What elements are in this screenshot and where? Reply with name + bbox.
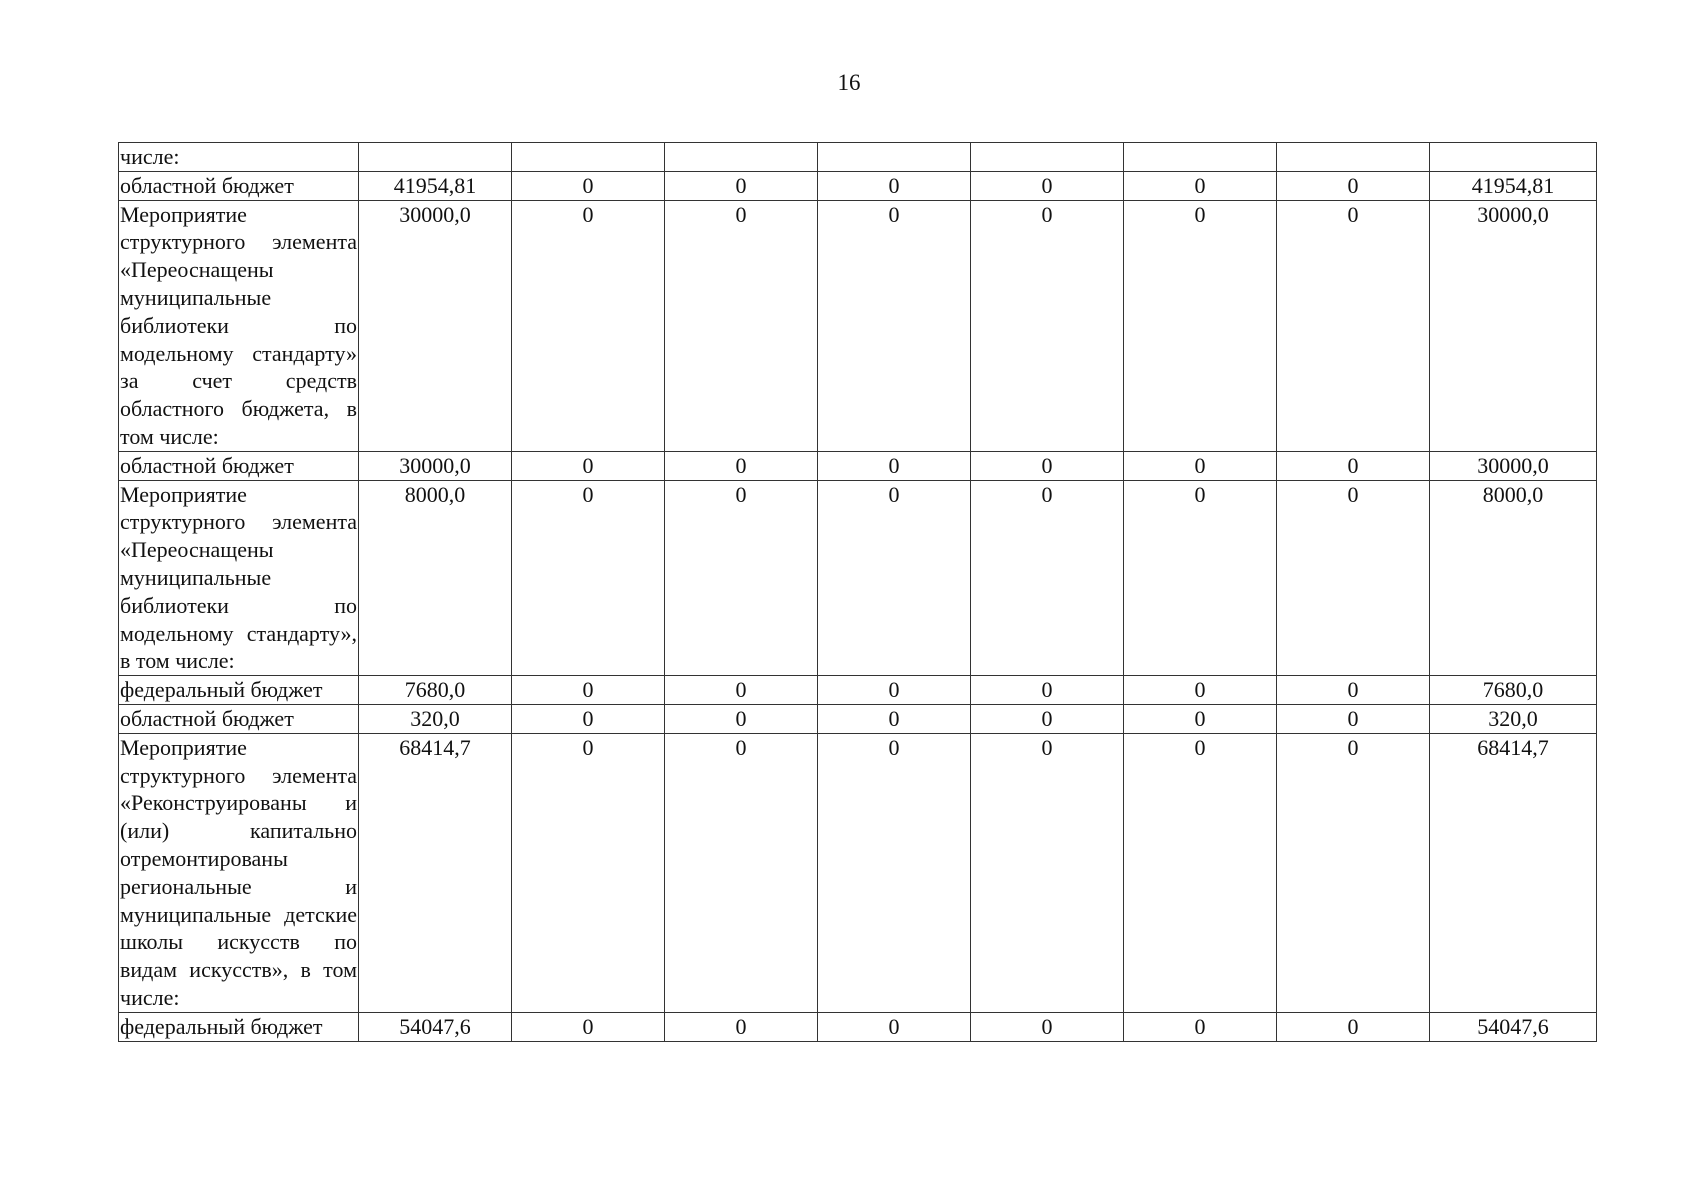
value-cell: 7680,0: [359, 676, 512, 705]
value-cell: 41954,81: [359, 171, 512, 200]
value-cell: 0: [1124, 704, 1277, 733]
value-cell: 30000,0: [359, 200, 512, 451]
table-row: [119, 143, 1597, 172]
table-row: [119, 171, 1597, 200]
row-label: областной бюджет: [119, 451, 359, 480]
value-cell: 0: [512, 451, 665, 480]
table-row: [119, 200, 1597, 451]
value-cell: 0: [1124, 676, 1277, 705]
value-cell: 0: [512, 200, 665, 451]
value-cell: 0: [665, 200, 818, 451]
budget-table: [118, 142, 1597, 1042]
value-cell: 0: [512, 171, 665, 200]
total-cell: 320,0: [1430, 704, 1597, 733]
value-cell: 0: [971, 171, 1124, 200]
row-label: федеральный бюджет: [119, 676, 359, 705]
value-cell: 0: [818, 704, 971, 733]
value-cell: 0: [818, 1012, 971, 1041]
page-number: 16: [837, 70, 861, 95]
value-cell: 0: [665, 704, 818, 733]
row-label: областной бюджет: [119, 171, 359, 200]
value-cell: 0: [512, 1012, 665, 1041]
total-cell: 8000,0: [1430, 480, 1597, 676]
row-label: областной бюджет: [119, 704, 359, 733]
value-cell: 0: [818, 171, 971, 200]
value-cell: [665, 143, 818, 172]
value-cell: 8000,0: [359, 480, 512, 676]
value-cell: 0: [818, 451, 971, 480]
value-cell: 0: [665, 480, 818, 676]
table-row: [119, 704, 1597, 733]
row-label: Мероприятие структурного элемента «Переоснащены муниципальные библиотеки по модельному стандарту», в том числе:: [119, 480, 359, 676]
value-cell: 0: [1277, 171, 1430, 200]
value-cell: 320,0: [359, 704, 512, 733]
value-cell: 0: [1277, 733, 1430, 1012]
value-cell: 0: [512, 676, 665, 705]
value-cell: 0: [818, 676, 971, 705]
table-body: [119, 143, 1597, 1042]
value-cell: 0: [971, 733, 1124, 1012]
value-cell: 0: [1124, 200, 1277, 451]
value-cell: 0: [1124, 171, 1277, 200]
value-cell: 0: [1277, 1012, 1430, 1041]
value-cell: 0: [1124, 1012, 1277, 1041]
value-cell: [512, 143, 665, 172]
value-cell: 0: [1277, 676, 1430, 705]
total-cell: 30000,0: [1430, 200, 1597, 451]
value-cell: 0: [1277, 704, 1430, 733]
value-cell: 0: [971, 1012, 1124, 1041]
value-cell: 54047,6: [359, 1012, 512, 1041]
value-cell: 0: [665, 1012, 818, 1041]
value-cell: 0: [971, 704, 1124, 733]
value-cell: 0: [818, 480, 971, 676]
value-cell: 0: [512, 480, 665, 676]
value-cell: 0: [971, 480, 1124, 676]
value-cell: 0: [971, 676, 1124, 705]
total-cell: 30000,0: [1430, 451, 1597, 480]
row-label: федеральный бюджет: [119, 1012, 359, 1041]
value-cell: 0: [818, 200, 971, 451]
value-cell: 0: [665, 676, 818, 705]
table-row: [119, 733, 1597, 1012]
table-row: [119, 451, 1597, 480]
value-cell: [1124, 143, 1277, 172]
value-cell: [1277, 143, 1430, 172]
value-cell: 0: [665, 733, 818, 1012]
total-cell: [1430, 143, 1597, 172]
value-cell: 0: [1277, 200, 1430, 451]
value-cell: 0: [665, 451, 818, 480]
value-cell: [971, 143, 1124, 172]
row-label: Мероприятие структурного элемента «Переоснащены муниципальные библиотеки по модельному стандарту» за счет средств областного бюджета, в том числе:: [119, 200, 359, 451]
table-row: [119, 480, 1597, 676]
value-cell: [359, 143, 512, 172]
row-label: Мероприятие структурного элемента «Реконструированы и (или) капитально отремонтированы региональные и муниципальные детские школы искусств по видам искусств», в том числе:: [119, 733, 359, 1012]
value-cell: 0: [1124, 480, 1277, 676]
value-cell: 0: [1277, 451, 1430, 480]
value-cell: 0: [971, 451, 1124, 480]
table-row: [119, 676, 1597, 705]
total-cell: 7680,0: [1430, 676, 1597, 705]
value-cell: [818, 143, 971, 172]
total-cell: 54047,6: [1430, 1012, 1597, 1041]
total-cell: 68414,7: [1430, 733, 1597, 1012]
table-row: [119, 1012, 1597, 1041]
value-cell: 0: [512, 704, 665, 733]
value-cell: 0: [665, 171, 818, 200]
value-cell: 68414,7: [359, 733, 512, 1012]
value-cell: 0: [512, 733, 665, 1012]
value-cell: 0: [1277, 480, 1430, 676]
total-cell: 41954,81: [1430, 171, 1597, 200]
value-cell: 0: [971, 200, 1124, 451]
value-cell: 30000,0: [359, 451, 512, 480]
row-label: числе:: [119, 143, 359, 172]
value-cell: 0: [1124, 733, 1277, 1012]
value-cell: 0: [1124, 451, 1277, 480]
value-cell: 0: [818, 733, 971, 1012]
